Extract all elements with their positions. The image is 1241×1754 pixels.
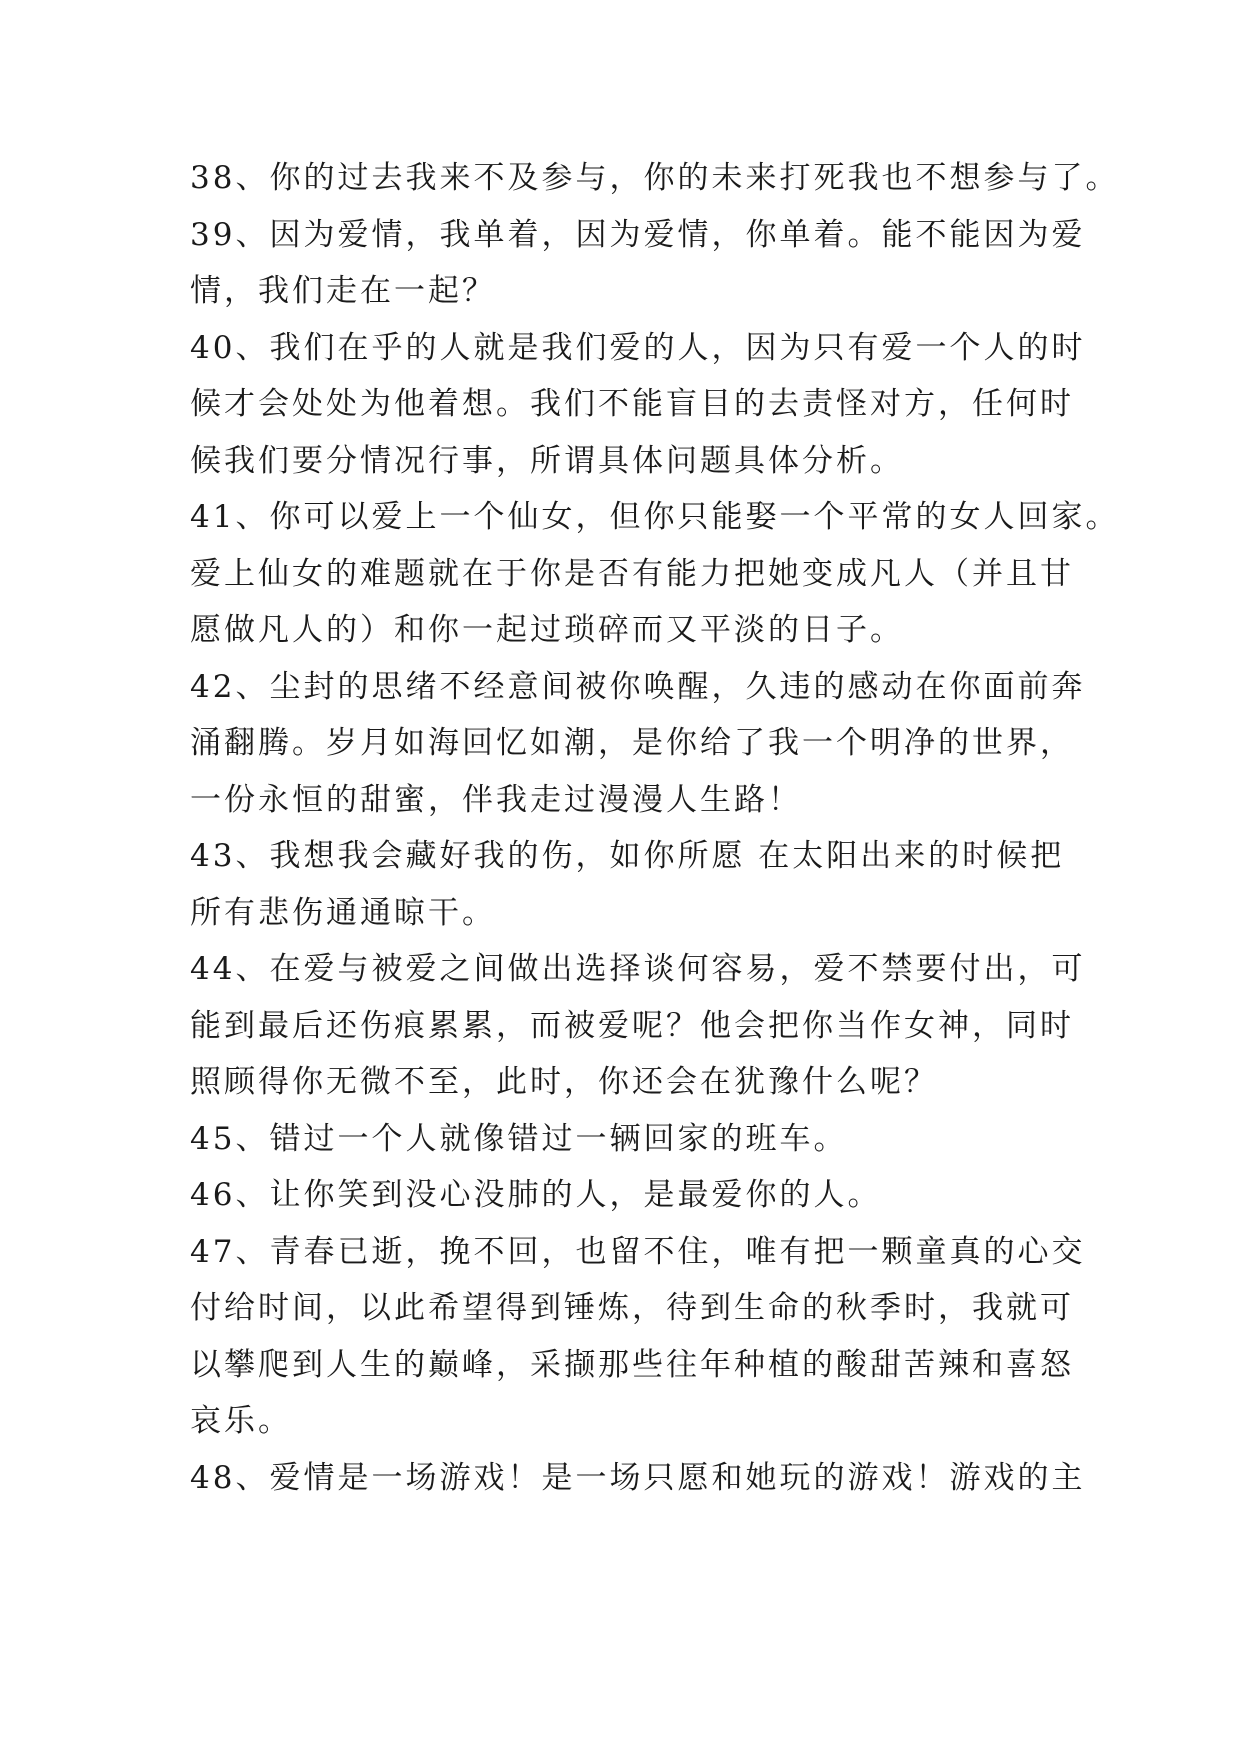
text-line: 以攀爬到人生的巅峰，采撷那些往年种植的酸甜苦辣和喜怒: [190, 1347, 1074, 1383]
text-line: 44、在爱与被爱之间做出选择谈何容易，爱不禁要付出，可: [190, 951, 1086, 987]
text-line: 爱上仙女的难题就在于你是否有能力把她变成凡人（并且甘: [190, 556, 1074, 592]
text-line: 涌翻腾。岁月如海回忆如潮，是你给了我一个明净的世界，: [190, 725, 1074, 761]
text-line: 41、你可以爱上一个仙女，但你只能娶一个平常的女人回家。: [190, 499, 1120, 535]
text-line: 付给时间，以此希望得到锤炼，待到生命的秋季时，我就可: [190, 1290, 1074, 1326]
text-line: 47、青春已逝，挽不回，也留不住，唯有把一颗童真的心交: [190, 1234, 1086, 1270]
text-line: 40、我们在乎的人就是我们爱的人，因为只有爱一个人的时: [190, 330, 1086, 366]
text-line: 能到最后还伤痕累累，而被爱呢？他会把你当作女神，同时: [190, 1008, 1074, 1044]
text-line: 愿做凡人的）和你一起过琐碎而又平淡的日子。: [190, 612, 904, 648]
text-line: 情，我们走在一起？: [190, 273, 496, 309]
text-line: 48、爱情是一场游戏！是一场只愿和她玩的游戏！游戏的主: [190, 1460, 1086, 1496]
text-line: 哀乐。: [190, 1403, 292, 1439]
text-line: 38、你的过去我来不及参与，你的未来打死我也不想参与了。: [190, 160, 1120, 196]
text-line: 候我们要分情况行事，所谓具体问题具体分析。: [190, 443, 904, 479]
text-line: 43、我想我会藏好我的伤，如你所愿 在太阳出来的时候把: [190, 838, 1065, 874]
text-line: 所有悲伤通通晾干。: [190, 895, 496, 931]
text-line: 45、错过一个人就像错过一辆回家的班车。: [190, 1121, 848, 1157]
text-line: 46、让你笑到没心没肺的人，是最爱你的人。: [190, 1177, 882, 1213]
text-line: 42、尘封的思绪不经意间被你唤醒，久违的感动在你面前奔: [190, 669, 1086, 705]
text-line: 候才会处处为他着想。我们不能盲目的去责怪对方，任何时: [190, 386, 1074, 422]
text-line: 一份永恒的甜蜜，伴我走过漫漫人生路！: [190, 782, 802, 818]
text-line: 39、因为爱情，我单着，因为爱情，你单着。能不能因为爱: [190, 217, 1086, 253]
text-line: 照顾得你无微不至，此时，你还会在犹豫什么呢？: [190, 1064, 938, 1100]
